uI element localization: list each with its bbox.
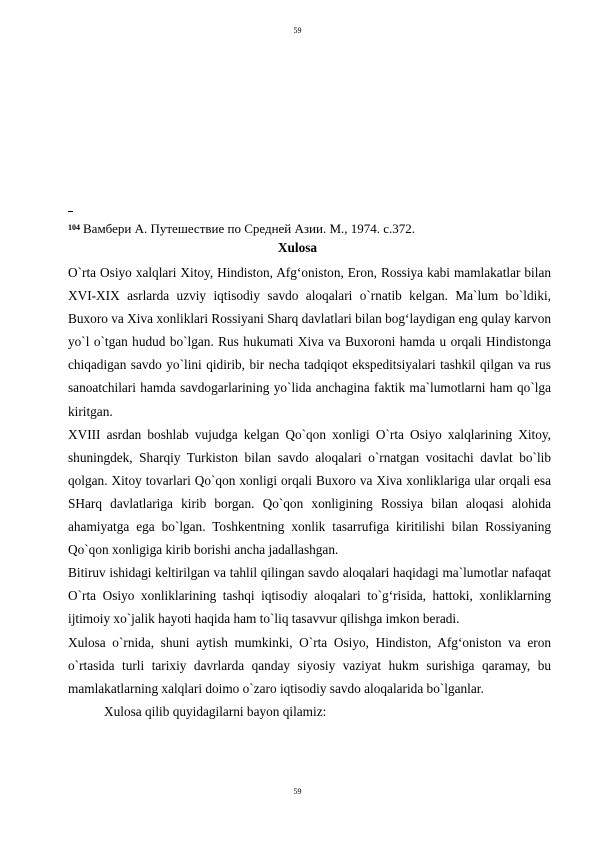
footnote-mark: 104 bbox=[68, 223, 80, 232]
page-number-bottom: 59 bbox=[293, 787, 302, 796]
paragraph: Bitiruv ishidagi keltirilgan va tahlil qilingan savdo aloqalari haqidagi ma`lumotlar nafaqat O`rta Osiyo xonliklarining tashqi iqtisodiy aloqalari to`g‘risida, hattoki, xonliklarning ijtimoiy xo`jalik hayoti haqida ham to`liq tasavvur qilishga imkon beradi. bbox=[68, 565, 551, 627]
paragraph: Xulosa qilib quyidagilarni bayon qilamiz: bbox=[104, 703, 327, 719]
footnote-text: Вамбери А. Путешествие по Средней Азии. М., 1974. с.372. bbox=[83, 221, 416, 236]
footnote-separator bbox=[68, 211, 73, 212]
footnote bbox=[68, 221, 415, 237]
paragraph: Xulosa o`rnida, shuni aytish mumkinki, O`rta Osiyo, Hindiston, Afg‘oniston va eron o`rtasida turli tarixiy davrlarda qanday siyosiy vaziyat hukm surishiga qaramay, bu mamlakatlarning xalqlari doimo o`zaro iqtisodiy savdo aloqalarida bo`lganlar. bbox=[68, 634, 551, 696]
paragraph: XVIII asrdan boshlab vujudga kelgan Qo`qon xonligi O`rta Osiyo xalqlarining Xitoy, shuningdek, Sharqiy Turkiston bilan savdo aloqalari o`rnatgan vositachi davlat bo`lib qolgan. Xitoy tovarlari Qo`qon xonligi orqali Buxoro va Xiva xonliklariga ular orqali esa SHarq davlatlariga kirib borgan. Qo`qon xonligining Rossiya bilan aloqasi alohida ahamiyatga ega bo`lgan. Toshkentning xonlik tasarrufiga kiritilishi bilan Rossiyaning Qo`qon xonligiga kirib borishi ancha jadallashgan. bbox=[68, 426, 551, 558]
page-number-top: 59 bbox=[293, 26, 302, 35]
paragraph: O`rta Osiyo xalqlari Xitoy, Hindiston, Afg‘oniston, Eron, Rossiya kabi mamlakatlar bilan XVI-XIX asrlarda uzviy iqtisodiy savdo aloqalari o`rnatib kelgan. Ma`lum bo`ldiki, Buxoro va Xiva xonliklari Rossiyani Sharq davlatlari bilan bog‘laydigan eng qulay karvon yo`l o`tgan hudud bo`lgan. Rus hukumati Xiva va Buxoroni hamda u orqali Hindistonga chiqadigan savdo yo`lini qidirib, bir necha tadqiqot ekspeditsiyalari tashkil qilgan va rus sanoatchilari hamda savdogarlarining yo`lida anchagina faktik ma`lumotlarni ham qo`lga kiritgan. bbox=[68, 265, 551, 419]
section-body bbox=[68, 261, 551, 723]
section-title: Xulosa bbox=[277, 240, 318, 255]
